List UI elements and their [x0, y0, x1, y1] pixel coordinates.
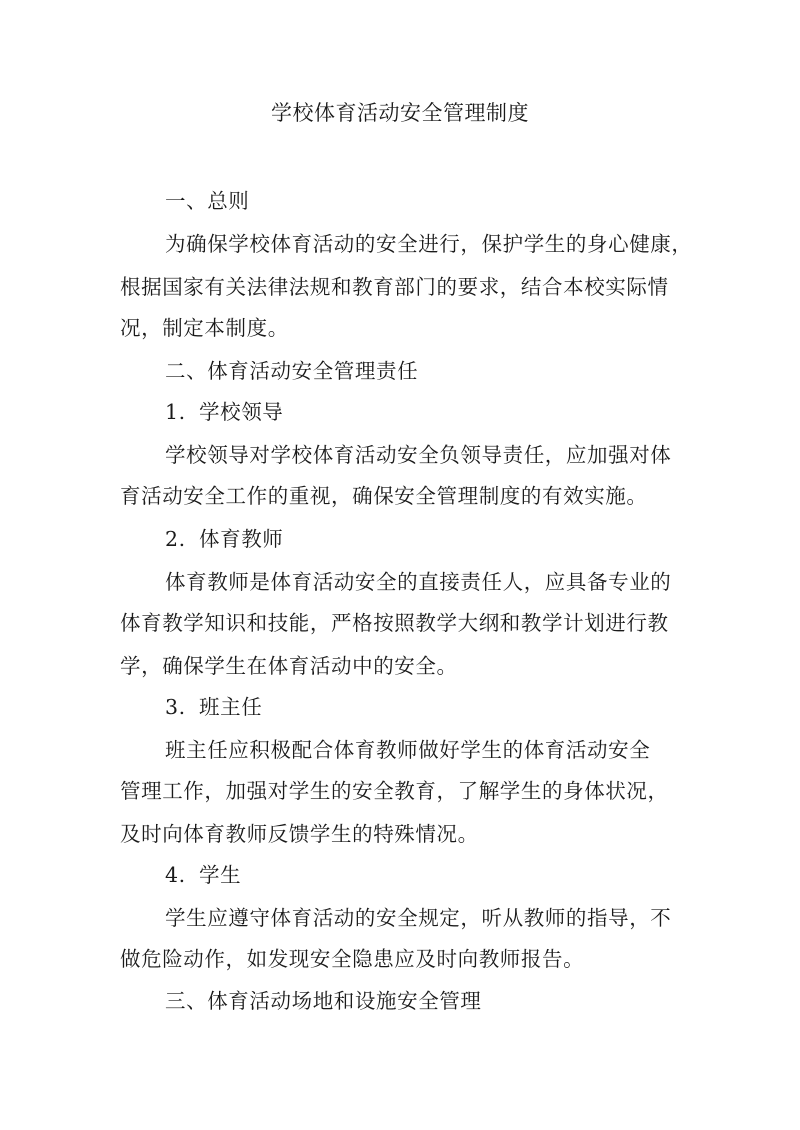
section-heading-general: 一、总则 — [165, 189, 250, 213]
paragraph-line: 学生应遵守体育活动的安全规定，听从教师的指导，不 — [165, 906, 672, 930]
item-number: 3. — [165, 695, 186, 719]
paragraph-line: 为确保学校体育活动的安全进行，保护学生的身心健康， — [165, 232, 693, 256]
item-title: 学生 — [199, 863, 242, 887]
paragraph-line: 管理工作，加强对学生的安全教育，了解学生的身体状况， — [120, 779, 669, 803]
item-title: 学校领导 — [199, 400, 284, 424]
document-title: 学校体育活动安全管理制度 — [271, 101, 529, 125]
paragraph-line: 及时向体育教师反馈学生的特殊情况。 — [120, 822, 479, 846]
item-heading — [165, 397, 283, 427]
item-number: 1. — [165, 400, 186, 424]
paragraph-line: 体育教师是体育活动安全的直接责任人，应具备专业的 — [165, 570, 672, 594]
paragraph-line: 体育教学知识和技能，严格按照教学大纲和教学计划进行教 — [120, 611, 669, 635]
paragraph-line: 做危险动作，如发现安全隐患应及时向教师报告。 — [120, 947, 585, 971]
section-heading-responsibility: 二、体育活动安全管理责任 — [165, 359, 419, 383]
paragraph-line: 学校领导对学校体育活动安全负领导责任，应加强对体 — [165, 443, 672, 467]
item-number: 4. — [165, 863, 186, 887]
paragraph-line: 学，确保学生在体育活动中的安全。 — [120, 654, 458, 678]
paragraph-line: 根据国家有关法律法规和教育部门的要求，结合本校实际情 — [120, 275, 669, 299]
paragraph-line: 班主任应积极配合体育教师做好学生的体育活动安全 — [165, 738, 651, 762]
item-title: 体育教师 — [199, 527, 284, 551]
item-heading — [165, 692, 262, 722]
item-title: 班主任 — [199, 695, 263, 719]
paragraph-line: 育活动安全工作的重视，确保安全管理制度的有效实施。 — [120, 484, 648, 508]
paragraph-line: 况，制定本制度。 — [120, 316, 289, 340]
section-heading-venue: 三、体育活动场地和设施安全管理 — [165, 989, 482, 1013]
item-heading — [165, 860, 241, 890]
item-heading — [165, 524, 283, 554]
item-number: 2. — [165, 527, 186, 551]
